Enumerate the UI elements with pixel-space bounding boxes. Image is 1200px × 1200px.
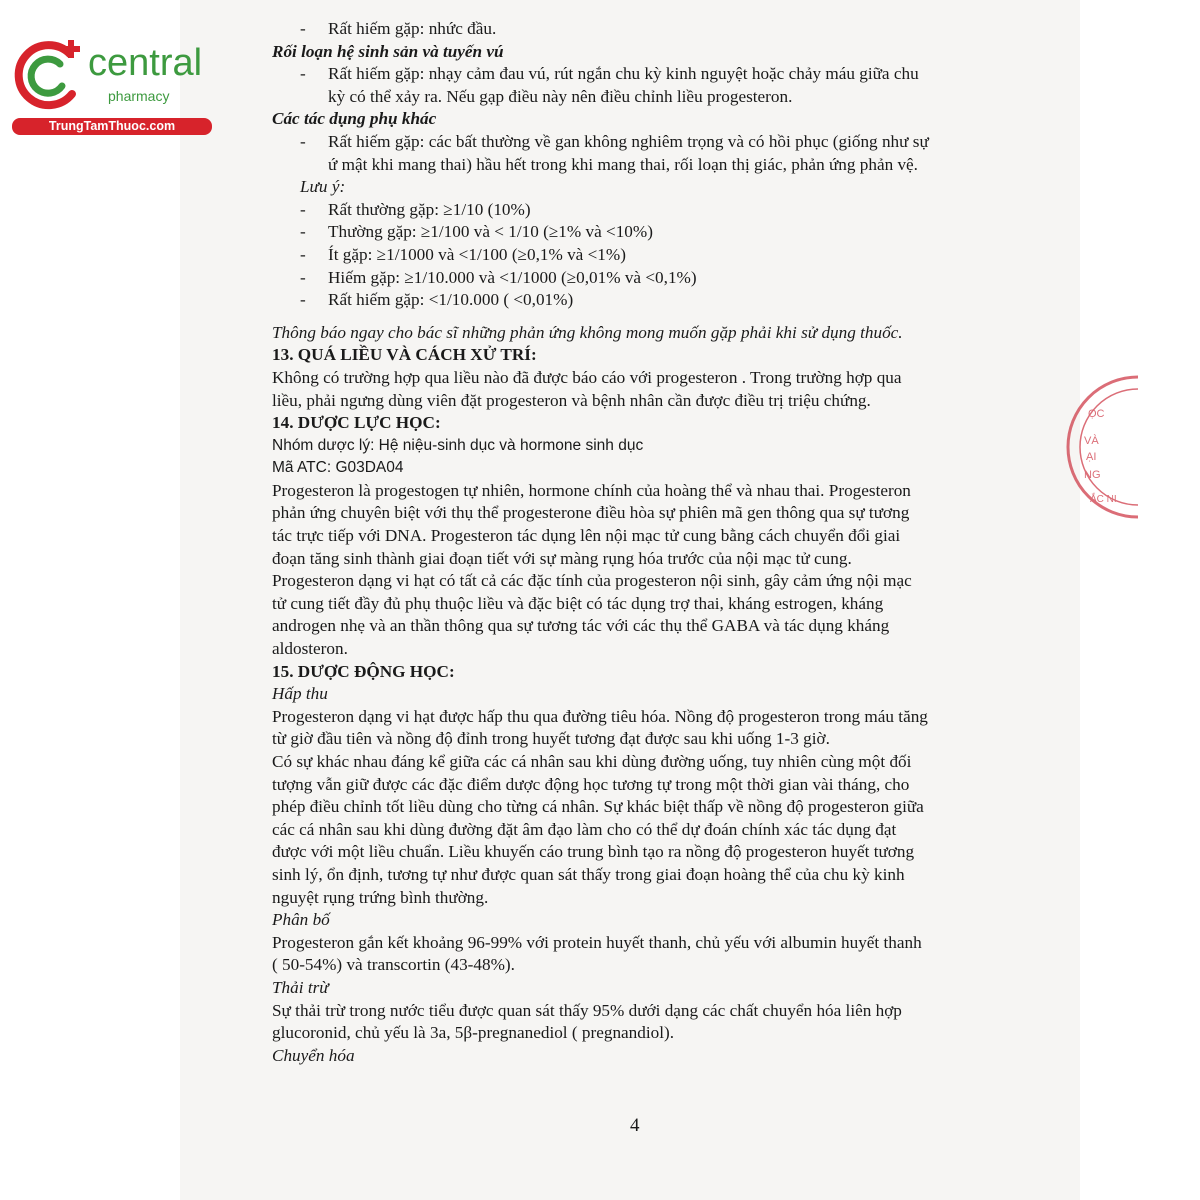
svg-text:NG: NG: [1084, 469, 1101, 481]
paragraph-line: từ giờ đầu tiên và nồng độ đỉnh trong huyết tương đạt được sau khi uống 1-3 giờ.: [272, 729, 830, 749]
logo-wordmark: central: [88, 42, 203, 84]
paragraph-line: được với một liều chuẩn. Liều khuyến cáo trung bình tạo ra nồng độ progesteron huyết tương: [272, 842, 915, 862]
document-body: [272, 18, 1032, 1067]
svg-text:ẮC NI: ẮC NI: [1090, 494, 1117, 505]
frequency-text: Rất thường gặp: ≥1/10 (10%): [328, 199, 531, 219]
svg-text:VÀ: VÀ: [1084, 435, 1099, 447]
subheading-distribution: Phân bố: [272, 910, 330, 930]
frequency-item: - Ít gặp: ≥1/1000 và <1/100 (≥0,1% và <1%): [300, 244, 626, 264]
list-item-text: Rất hiếm gặp: nhức đầu.: [328, 19, 497, 38]
paragraph-line: tử cung tiết đầy đủ phụ thuộc liều và đặc biệt có tác dụng trợ thai, kháng estrogen, kháng: [272, 593, 884, 613]
section-14-heading: 14. DƯỢC LỰC HỌC:: [272, 413, 441, 433]
section-13-heading: 13. QUÁ LIỀU VÀ CÁCH XỬ TRÍ:: [272, 345, 537, 365]
paragraph-line: đoạn tăng sinh thành giai đoạn tiết với sự màng rụng hóa trước của nội mạc tử cung.: [272, 548, 852, 568]
paragraph-line: phép điều chỉnh tốt liều dùng cho từng cá nhân. Sự khác biệt thấp về nồng độ progesteron giữa: [272, 797, 924, 817]
list-item-continuation: kỳ có thể xảy ra. Nếu gạp điều này nên điều chỉnh liều progesteron.: [328, 86, 793, 106]
paragraph-line: androgen nhẹ và an thần thông qua sự tương tác với các thụ thể GABA và tác dụng kháng: [272, 616, 890, 636]
paragraph-line: liều, phải ngưng dùng viên đặt progesteron và bệnh nhân cần được điều trị triệu chứng.: [272, 390, 871, 410]
subheading-absorption: Hấp thu: [272, 684, 328, 704]
logo-subtitle: pharmacy: [108, 88, 170, 104]
note-label: Lưu ý:: [300, 177, 346, 197]
paragraph-line: Có sự khác nhau đáng kể giữa các cá nhân sau khi dùng đường uống, tuy nhiên cùng một đối: [272, 752, 912, 771]
frequency-text: Hiếm gặp: ≥1/10.000 và <1/1000 (≥0,01% và <0,1%): [328, 267, 697, 287]
paragraph-line: aldosteron.: [272, 639, 348, 659]
red-stamp-seal: [1028, 372, 1138, 522]
subheading-metabolism: Chuyển hóa: [272, 1045, 355, 1065]
paragraph-line: glucoronid, chủ yếu là 3a, 5β-pregnanediol ( pregnandiol).: [272, 1023, 675, 1043]
paragraph-line: Progesteron gắn kết khoảng 96-99% với protein huyết thanh, chủ yếu với albumin huyết thanh: [272, 932, 922, 952]
paragraph-line: Progesteron dạng vi hạt được hấp thu qua đường tiêu hóa. Nồng độ progesteron trong máu tăng: [272, 706, 928, 726]
central-pharmacy-logo: [10, 36, 215, 136]
frequency-text: Thường gặp: ≥1/100 và < 1/10 (≥1% và <10%): [328, 222, 653, 242]
paragraph-line: tác trực tiếp với DNA. Progesteron tác dụng lên nội mạc tử cung bằng cách chuyển đổi giai: [272, 526, 901, 546]
subheading-other-effects: Các tác dụng phụ khác: [272, 109, 437, 129]
paragraph-line: Progesteron dạng vi hạt có tất cả các đặc tính của progesteron nội sinh, gây cảm ứng nội mạc: [272, 571, 912, 591]
frequency-item: - Hiếm gặp: ≥1/10.000 và <1/1000 (≥0,01% và <0,1%): [300, 267, 697, 287]
list-item-text: Rất hiếm gặp: các bất thường về gan không nghiêm trọng và có hồi phục (giống như sự: [328, 131, 929, 151]
list-item: - Rất hiếm gặp: nhức đầu.: [300, 19, 497, 38]
logo-website-bar: TrungTamThuoc.com: [12, 118, 212, 135]
list-item-continuation: ứ mật khi mang thai) hầu hết trong khi mang thai, rối loạn thị giác, phản ứng phản vệ.: [328, 154, 918, 174]
svg-text:ẠI: ẠI: [1086, 451, 1097, 463]
subheading-elimination: Thải trừ: [272, 977, 329, 997]
list-item-text: Rất hiếm gặp: nhạy cảm đau vú, rút ngắn chu kỳ kinh nguyệt hoặc chảy máu giữa chu: [328, 64, 919, 84]
list-item: - Rất hiếm gặp: các bất thường về gan không nghiêm trọng và có hồi phục (giống như sự: [300, 131, 929, 151]
paragraph-line: phản ứng chuyên biệt với thụ thể progesterone điều hòa sự phiên mã gen thông qua sự tương: [272, 503, 910, 523]
list-item: - Rất hiếm gặp: nhạy cảm đau vú, rút ngắn chu kỳ kinh nguyệt hoặc chảy máu giữa chu: [300, 64, 919, 84]
paragraph-line: các cá nhân sau khi dùng đường đặt âm đạo làm cho có thể dự đoán chính xác tác dụng đạt: [272, 819, 897, 839]
paragraph-line: tượng vẫn giữ được các đặc điểm dược động học tương tự trong một thời gian vài tháng, cho: [272, 774, 910, 794]
pharmacologic-group: Nhóm dược lý: Hệ niệu-sinh dục và hormone sinh dục: [272, 436, 644, 454]
svg-text:ỌC: ỌC: [1088, 408, 1105, 420]
frequency-item: - Thường gặp: ≥1/100 và < 1/10 (≥1% và <10%): [300, 222, 653, 242]
notify-doctor-note: Thông báo ngay cho bác sĩ những phản ứng không mong muốn gặp phải khi sử dụng thuốc.: [272, 322, 903, 342]
paragraph-line: Progesteron là progestogen tự nhiên, hormone chính của hoàng thể và nhau thai. Progesteron: [272, 480, 911, 500]
paragraph-line: ( 50-54%) và transcortin (43-48%).: [272, 955, 515, 975]
frequency-text: Ít gặp: ≥1/1000 và <1/100 (≥0,1% và <1%): [328, 244, 626, 264]
subheading-reproductive: Rối loạn hệ sinh sản và tuyến vú: [272, 41, 504, 61]
paragraph-line: sinh lý, ổn định, tương tự như được quan sát thấy trong giai đoạn hoàng thể của chu kỳ kinh: [272, 864, 905, 884]
paragraph-line: Sự thải trừ trong nước tiểu được quan sát thấy 95% dưới dạng các chất chuyển hóa liên hợp: [272, 1000, 902, 1020]
page-number: 4: [630, 1115, 640, 1136]
frequency-item: - Rất hiếm gặp: <1/10.000 ( <0,01%): [300, 290, 574, 310]
atc-code: Mã ATC: G03DA04: [272, 459, 404, 477]
frequency-item: - Rất thường gặp: ≥1/10 (10%): [300, 199, 531, 219]
paragraph-line: nguyệt rụng trứng bình thường.: [272, 887, 489, 907]
section-15-heading: 15. DƯỢC ĐỘNG HỌC:: [272, 661, 455, 681]
frequency-text: Rất hiếm gặp: <1/10.000 ( <0,01%): [328, 290, 574, 310]
logo-c-icon: [10, 36, 88, 114]
paragraph-line: Không có trường hợp qua liều nào đã được báo cáo với progesteron . Trong trường hợp qua: [272, 367, 902, 387]
